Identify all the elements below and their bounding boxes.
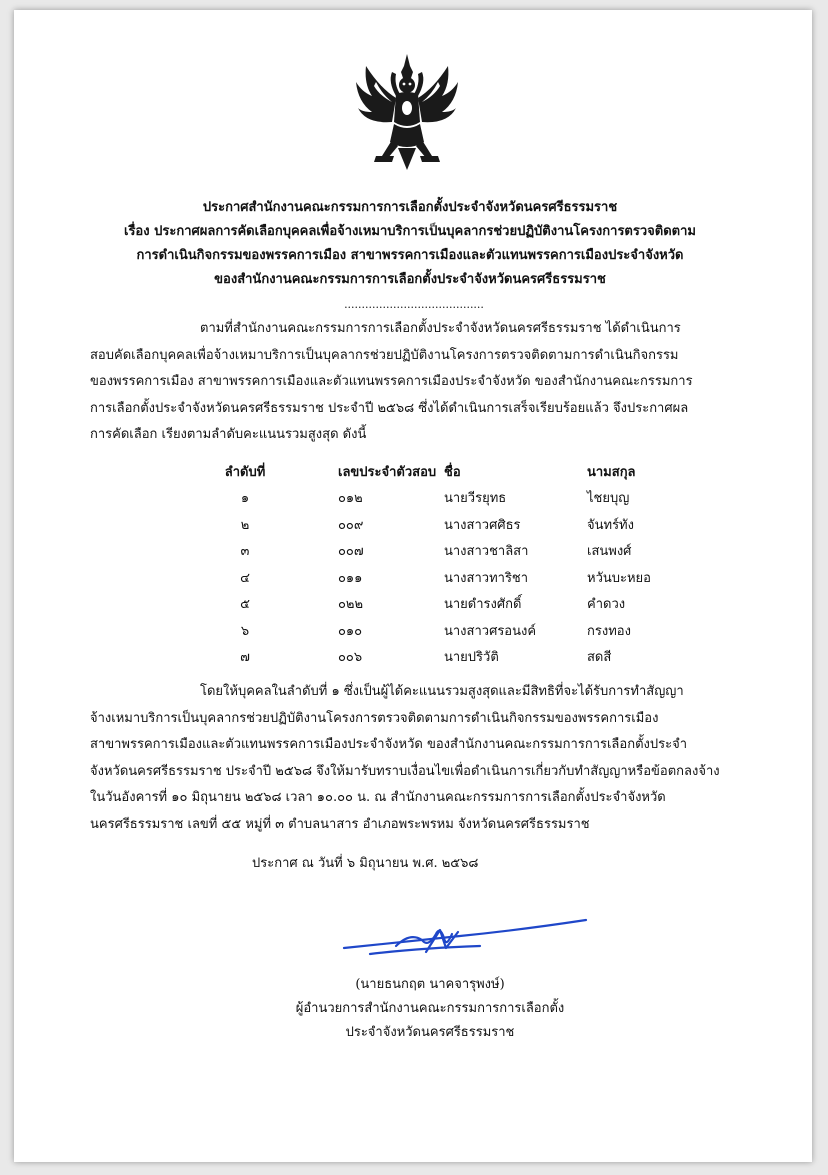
- exam-id-cell: ๐๑๐: [338, 623, 363, 639]
- exam-id-cell: ๐๑๒: [338, 491, 363, 507]
- paragraph-line: สอบคัดเลือกบุคคลเพื่อจ้างเหมาบริการเป็นบุคลากรช่วยปฏิบัติงานโครงการตรวจติดตามการดำเนินกิจกรรม: [90, 347, 679, 363]
- exam-id-cell: ๐๑๑: [338, 570, 363, 586]
- closing-paragraph: [90, 679, 722, 838]
- rank-cell: ๕: [240, 597, 250, 613]
- rank-cell: ๑: [240, 491, 250, 507]
- surname-cell: จันทร์ทัง: [587, 517, 634, 533]
- results-table: [200, 458, 697, 670]
- column-header-rank: ลำดับที่: [224, 464, 266, 480]
- name-cell: นางสาวชาลิสา: [444, 544, 529, 560]
- heading-separator: ........................................: [344, 298, 484, 311]
- heading-line: ของสำนักงานคณะกรรมการการเลือกตั้งประจำจังหวัดนครศรีธรรมราช: [214, 272, 606, 287]
- surname-cell: สดสี: [587, 650, 612, 666]
- rank-cell: ๖: [240, 623, 250, 639]
- signature-icon: [340, 912, 590, 972]
- surname-cell: คำดวง: [587, 597, 626, 613]
- exam-id-cell: ๐๐๙: [338, 517, 364, 533]
- surname-cell: ไชยบุญ: [587, 491, 630, 507]
- table-row: [200, 617, 697, 644]
- heading-line: ประกาศสำนักงานคณะกรรมการการเลือกตั้งประจำจังหวัดนครศรีธรรมราช: [202, 200, 618, 215]
- paragraph-line: ตามที่สำนักงานคณะกรรมการการเลือกตั้งประจำจังหวัดนครศรีธรรมราช ได้ดำเนินการ: [200, 321, 681, 336]
- heading-subject-line: เรื่อง ประกาศผลการคัดเลือกบุคคลเพื่อจ้างเหมาบริการเป็นบุคลากรช่วยปฏิบัติงานโครงการตรวจติดตาม: [124, 224, 696, 239]
- rank-cell: ๗: [240, 650, 250, 666]
- surname-cell: หวันบะหยอ: [587, 570, 651, 586]
- garuda-emblem-icon: [352, 52, 462, 172]
- paragraph-line: จ้างเหมาบริการเป็นบุคลากรช่วยปฏิบัติงานโครงการตรวจติดตามการดำเนินกิจกรรมของพรรคการเมือง: [90, 710, 659, 726]
- paragraph-line: สาขาพรรคการเมืองและตัวแทนพรรคการเมืองประจำจังหวัด ของสำนักงานคณะกรรมการการเลือกตั้งประจำ: [90, 737, 688, 752]
- name-cell: นางสาวทาริชา: [444, 570, 529, 586]
- name-cell: นางสาวศรอนงค์: [444, 623, 537, 639]
- paragraph-line: การเลือกตั้งประจำจังหวัดนครศรีธรรมราช ประจำปี ๒๕๖๘ ซึ่งได้ดำเนินการเสร็จเรียบร้อยแล้ว จึงประกาศผล: [90, 400, 689, 416]
- table-row: [200, 485, 697, 512]
- paragraph-line: ของพรรคการเมือง สาขาพรรคการเมืองและตัวแทนพรรคการเมืองประจำจังหวัด ของสำนักงานคณะกรรมการ: [90, 374, 693, 389]
- rank-cell: ๒: [240, 517, 250, 533]
- signer-position: ผู้อำนวยการสำนักงานคณะกรรมการการเลือกตั้ง: [295, 1001, 565, 1016]
- announcement-heading: [110, 196, 710, 292]
- table-row: [200, 538, 697, 565]
- paragraph-line: การคัดเลือก เรียงตามลำดับคะแนนรวมสูงสุด ดังนี้: [90, 427, 367, 442]
- paragraph-line: จังหวัดนครศรีธรรมราช ประจำปี ๒๕๖๘ จึงให้มารับทราบเงื่อนไขเพื่อดำเนินการเกี่ยวกับทำสัญญาหรือข้อตกลงจ้าง: [90, 763, 720, 779]
- name-cell: นายวีรยุทธ: [444, 491, 507, 507]
- signer-position: ประจำจังหวัดนครศรีธรรมราช: [345, 1025, 515, 1040]
- heading-line: การดำเนินกิจกรรมของพรรคการเมือง สาขาพรรคการเมืองและตัวแทนพรรคการเมืองประจำจังหวัด: [136, 248, 684, 263]
- surname-cell: กรงทอง: [587, 623, 631, 639]
- column-header-surname: นามสกุล: [587, 464, 636, 480]
- paragraph-line: โดยให้บุคคลในลำดับที่ ๑ ซึ่งเป็นผู้ได้คะแนนรวมสูงสุดและมีสิทธิที่จะได้รับการทำสัญญา: [200, 684, 684, 699]
- announcement-date: ประกาศ ณ วันที่ ๖ มิถุนายน พ.ศ. ๒๕๖๘: [252, 856, 479, 871]
- table-row: [200, 591, 697, 618]
- name-cell: นางสาวศศิธร: [444, 517, 521, 533]
- paragraph-line: นครศรีธรรมราช เลขที่ ๕๕ หมู่ที่ ๓ ตำบลนาสาร อำเภอพระพรหม จังหวัดนครศรีธรรมราช: [90, 816, 590, 832]
- signer-name: (นายธนกฤต นาคจารุพงษ์): [355, 977, 505, 992]
- rank-cell: ๓: [240, 544, 250, 560]
- exam-id-cell: ๐๐๖: [338, 650, 363, 666]
- table-row: [200, 511, 697, 538]
- column-header-name: ชื่อ: [444, 464, 461, 480]
- paragraph-line: ในวันอังคารที่ ๑๐ มิถุนายน ๒๕๖๘ เวลา ๑๐.๐๐ น. ณ สำนักงานคณะกรรมการการเลือกตั้งประจำจังหวัด: [90, 790, 666, 805]
- table-row: [200, 564, 697, 591]
- exam-id-cell: ๐๐๗: [338, 544, 364, 560]
- intro-paragraph: [90, 316, 722, 449]
- exam-id-cell: ๐๒๒: [338, 597, 364, 613]
- column-header-exam-id: เลขประจำตัวสอบ: [338, 464, 437, 480]
- surname-cell: เสนพงศ์: [587, 544, 632, 560]
- name-cell: นายปริวัติ: [444, 650, 499, 666]
- rank-cell: ๔: [240, 570, 250, 586]
- table-row: [200, 644, 697, 671]
- table-header-row: [200, 458, 697, 485]
- name-cell: นายดำรงศักดิ์: [444, 597, 522, 613]
